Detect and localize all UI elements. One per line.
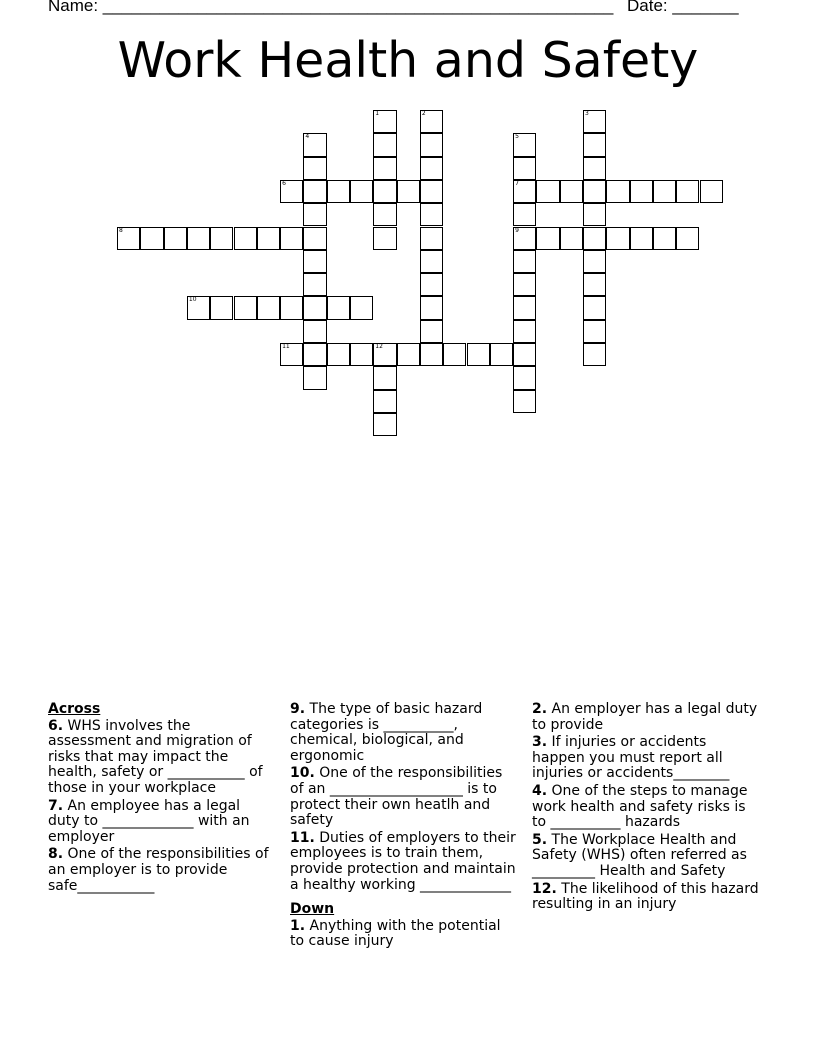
grid-cell[interactable]	[373, 133, 396, 156]
grid-cell[interactable]	[676, 227, 699, 250]
down-clue-2	[532, 702, 760, 733]
grid-cell[interactable]	[583, 273, 606, 296]
grid-cell[interactable]	[210, 296, 233, 319]
grid-cell[interactable]	[583, 320, 606, 343]
grid-cell[interactable]	[560, 227, 583, 250]
clue-text: One of the responsibilities of an employer is to provide safe___________	[48, 846, 269, 894]
grid-cell[interactable]	[373, 413, 396, 436]
grid-cell[interactable]	[490, 343, 513, 366]
clue-number: 5.	[532, 831, 548, 848]
grid-cell[interactable]	[420, 180, 443, 203]
across-clue-11	[290, 831, 518, 893]
grid-cell[interactable]	[606, 180, 629, 203]
grid-cell[interactable]	[140, 227, 163, 250]
across-clue-10	[290, 766, 518, 828]
grid-cell[interactable]	[187, 296, 210, 319]
clue-text: If injuries or accidents happen you must report all injuries or accidents________	[532, 734, 730, 782]
grid-cell[interactable]	[420, 250, 443, 273]
cell-number: 2	[421, 110, 426, 117]
grid-cell[interactable]	[420, 296, 443, 319]
grid-cell[interactable]	[420, 343, 443, 366]
grid-cell[interactable]	[536, 227, 559, 250]
grid-cell[interactable]	[350, 180, 373, 203]
grid-cell[interactable]	[467, 343, 490, 366]
grid-cell[interactable]	[280, 227, 303, 250]
grid-cell[interactable]	[583, 110, 606, 133]
grid-cell[interactable]	[303, 296, 326, 319]
grid-cell[interactable]	[606, 227, 629, 250]
across-heading: Across	[48, 701, 101, 717]
grid-cell[interactable]	[583, 180, 606, 203]
grid-cell[interactable]	[234, 296, 257, 319]
grid-cell[interactable]	[303, 180, 326, 203]
grid-cell[interactable]	[303, 250, 326, 273]
clue-text: One of the responsibilities of an ___________________ is to protect their own heatlh and safety	[290, 765, 503, 829]
grid-cell[interactable]	[513, 180, 536, 203]
grid-cell[interactable]	[303, 133, 326, 156]
clue-text: An employee has a legal duty to _____________ with an employer	[48, 797, 250, 845]
grid-cell[interactable]	[443, 343, 466, 366]
clue-number: 2.	[532, 701, 548, 717]
grid-cell[interactable]	[676, 180, 699, 203]
across-clue-7	[48, 799, 276, 846]
clue-text: Duties of employers to their employees is to train them, provide protection and maintain a healthy working _____________	[290, 829, 516, 893]
grid-cell[interactable]	[513, 296, 536, 319]
grid-cell[interactable]	[280, 343, 303, 366]
grid-cell[interactable]	[583, 157, 606, 180]
grid-cell[interactable]	[513, 227, 536, 250]
grid-cell[interactable]	[373, 390, 396, 413]
grid-cell[interactable]	[373, 227, 396, 250]
grid-cell[interactable]	[373, 203, 396, 226]
grid-cell[interactable]	[420, 133, 443, 156]
grid-cell[interactable]	[303, 366, 326, 389]
grid-cell[interactable]	[327, 343, 350, 366]
clue-text: Anything with the potential to cause injury	[290, 917, 501, 950]
clue-number: 3.	[532, 734, 548, 751]
grid-cell[interactable]	[397, 180, 420, 203]
clue-number: 8.	[48, 846, 64, 863]
grid-cell[interactable]	[700, 180, 723, 203]
cell-number: 7	[515, 179, 519, 187]
clue-column-3	[532, 702, 760, 915]
across-clue-9	[290, 702, 518, 764]
clue-number: 1.	[290, 917, 306, 934]
grid-cell[interactable]	[303, 203, 326, 226]
cell-number: 4	[305, 133, 310, 141]
grid-cell[interactable]	[257, 296, 280, 319]
down-clue-4	[532, 784, 760, 831]
grid-cell[interactable]	[420, 157, 443, 180]
grid-cell[interactable]	[420, 320, 443, 343]
grid-cell[interactable]	[583, 133, 606, 156]
grid-cell[interactable]	[420, 203, 443, 226]
grid-cell[interactable]	[513, 203, 536, 226]
grid-cell[interactable]	[513, 250, 536, 273]
grid-cell[interactable]	[653, 180, 676, 203]
grid-cell[interactable]	[303, 157, 326, 180]
crossword-grid	[0, 0, 816, 460]
grid-cell[interactable]	[327, 180, 350, 203]
grid-cell[interactable]	[373, 157, 396, 180]
grid-cell[interactable]	[303, 227, 326, 250]
grid-cell[interactable]	[350, 296, 373, 319]
grid-cell[interactable]	[303, 343, 326, 366]
grid-cell[interactable]	[257, 227, 280, 250]
clue-number: 9.	[290, 701, 306, 717]
grid-cell[interactable]	[187, 227, 210, 250]
grid-cell[interactable]	[373, 110, 396, 133]
grid-cell[interactable]	[280, 180, 303, 203]
grid-cell[interactable]	[513, 157, 536, 180]
grid-cell[interactable]	[210, 227, 233, 250]
down-heading: Down	[290, 901, 335, 918]
grid-cell[interactable]	[513, 390, 536, 413]
clue-number: 11.	[290, 829, 315, 846]
grid-cell[interactable]	[164, 227, 187, 250]
grid-cell[interactable]	[420, 227, 443, 250]
clue-number: 12.	[532, 880, 557, 897]
grid-cell[interactable]	[513, 320, 536, 343]
grid-cell[interactable]	[513, 133, 536, 156]
grid-cell[interactable]	[583, 250, 606, 273]
grid-cell[interactable]	[513, 366, 536, 389]
grid-cell[interactable]	[583, 343, 606, 366]
grid-cell[interactable]	[653, 227, 676, 250]
clue-column-2	[290, 702, 518, 952]
grid-cell[interactable]	[350, 343, 373, 366]
grid-cell[interactable]	[303, 320, 326, 343]
date-field[interactable]: Date: _______	[627, 0, 739, 15]
clue-text: The type of basic hazard categories is __________, chemical, biological, and ergonomic	[290, 701, 483, 764]
grid-cell[interactable]	[373, 343, 396, 366]
grid-cell[interactable]	[373, 366, 396, 389]
clue-number: 7.	[48, 797, 64, 814]
clue-number: 6.	[48, 717, 64, 734]
cell-number: 5	[515, 133, 519, 141]
grid-cell[interactable]	[280, 296, 303, 319]
clue-text: The Workplace Health and Safety (WHS) often referred as _________ Health and Safety	[532, 831, 747, 879]
clue-number: 10.	[290, 765, 315, 782]
grid-cell[interactable]	[234, 227, 257, 250]
grid-cell[interactable]	[373, 180, 396, 203]
grid-cell[interactable]	[420, 110, 443, 133]
grid-cell[interactable]	[536, 180, 559, 203]
clue-column-1	[48, 702, 276, 896]
cell-number: 10	[188, 296, 197, 304]
cell-number: 9	[515, 226, 519, 234]
page-title: Work Health and Safety	[117, 32, 699, 89]
clue-number: 4.	[532, 782, 548, 799]
grid-cell[interactable]	[630, 180, 653, 203]
grid-cell[interactable]	[583, 227, 606, 250]
cell-number: 6	[282, 179, 286, 187]
grid-cell[interactable]	[327, 296, 350, 319]
down-clue-5	[532, 833, 760, 880]
cell-number: 12	[375, 343, 383, 350]
down-clue-1	[290, 919, 518, 950]
grid-cell[interactable]	[513, 343, 536, 366]
clue-text: WHS involves the assessment and migration of risks that may impact the health, safety or ___________ of those in your workplace	[48, 717, 263, 796]
down-clue-12	[532, 882, 760, 913]
grid-cell[interactable]	[583, 203, 606, 226]
down-clue-3	[532, 735, 760, 782]
grid-cell[interactable]	[303, 273, 326, 296]
grid-cell[interactable]	[420, 273, 443, 296]
clue-text: One of the steps to manage work health and safety risks is to __________ hazards	[532, 782, 748, 831]
grid-cell[interactable]	[397, 343, 420, 366]
grid-cell[interactable]	[513, 273, 536, 296]
grid-cell[interactable]	[630, 227, 653, 250]
clue-text: An employer has a legal duty to provide	[532, 701, 758, 733]
across-clue-6	[48, 719, 276, 797]
clue-text: The likelihood of this hazard resulting in an injury	[532, 880, 759, 913]
name-field[interactable]: Name: ______________________________________________________	[48, 0, 614, 15]
grid-cell[interactable]	[560, 180, 583, 203]
grid-cell[interactable]	[583, 296, 606, 319]
grid-cell[interactable]	[117, 227, 140, 250]
cell-number: 3	[585, 110, 589, 117]
cell-number: 1	[375, 110, 380, 117]
cell-number: 8	[119, 226, 123, 234]
cell-number: 11	[282, 343, 290, 350]
across-clue-8	[48, 847, 276, 894]
